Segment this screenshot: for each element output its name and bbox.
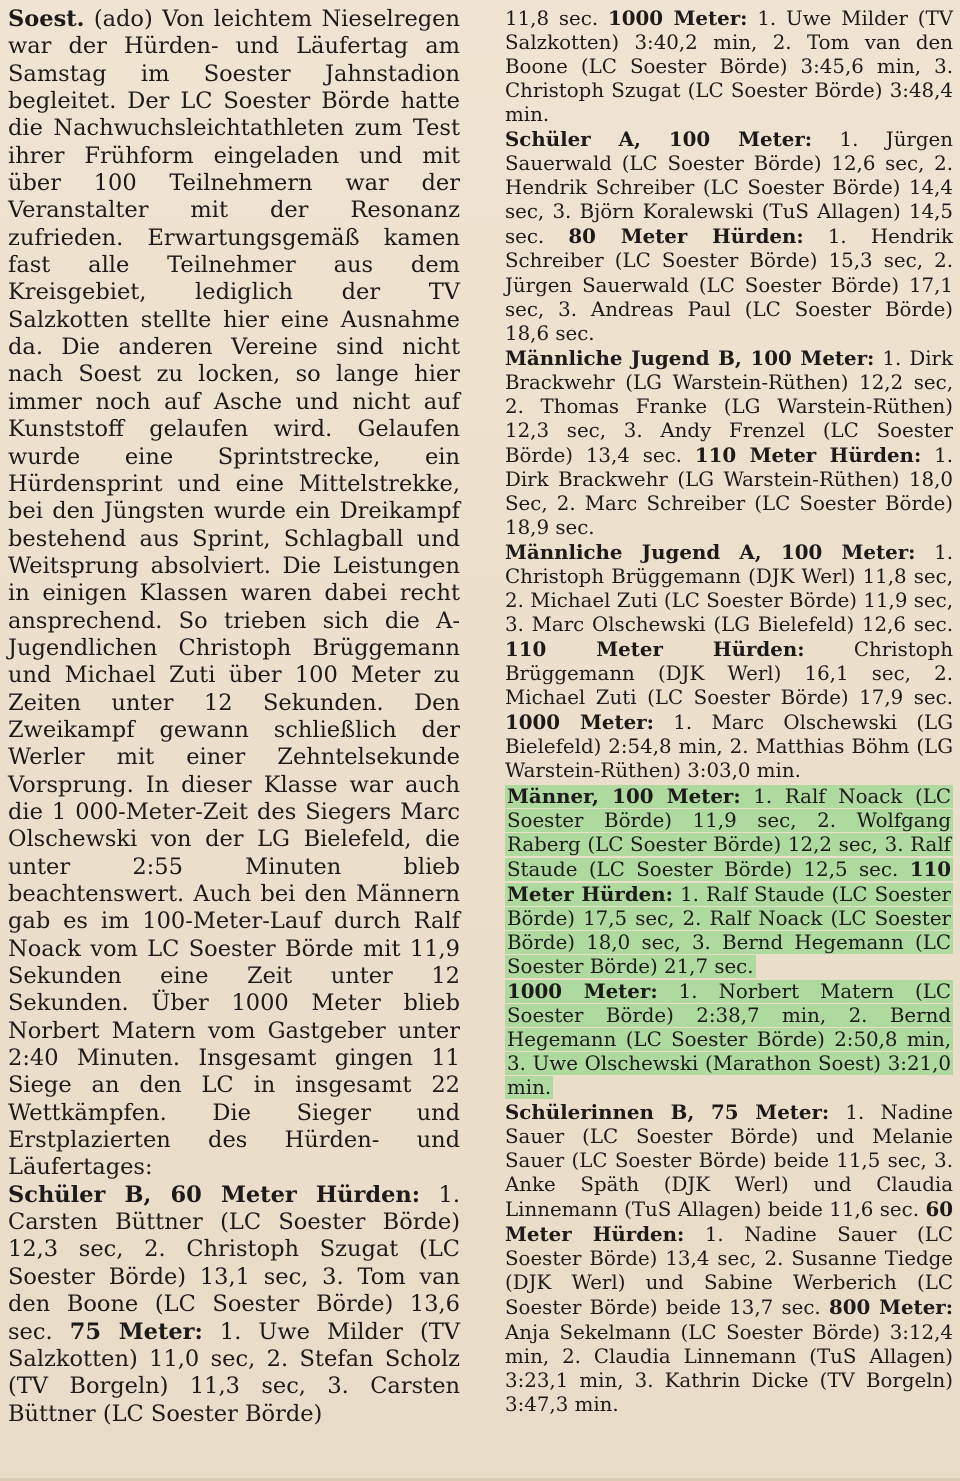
result-text: 1. Uwe Milder (TV Salzkotten) 3:40,2 min, 2. Tom van den Boone (LC Soester Börde) 3:45,6 min, 3. Christoph Szugat (LC Soester Börde) 3:48,4 min. [505, 7, 953, 127]
highlighted-passage [505, 980, 953, 1099]
result-text: 1. Marc Olschewski (LG Bielefeld) 2:54,8 min, 2. Matthias Böhm (LG Warstein-Rüthen) 3:03,0 min. [505, 711, 953, 783]
result-text: 1. Norbert Matern (LC Soester Börde) 2:38,7 min, 2. Bernd Hegemann (LC Soester Börde) 2:50,8 min, 3. Uwe Olschewski (Marathon Soest) 3:21,0 min. [507, 979, 951, 1100]
result-heading: 1000 Meter: [507, 978, 658, 1003]
result-text: 1. Hendrik Schreiber (LC Soester Börde) 15,3 sec, 2. Jürgen Sauerwald (LC Soester Börde) 17,1 sec, 3. Andreas Paul (LC Soester Börde) 18,6 sec. [505, 225, 954, 345]
result-heading: 110 Meter Hürden: [694, 442, 922, 467]
result-heading: Männliche Jugend B, 100 Meter: [505, 345, 875, 370]
result-text: 1. Christoph Brüggemann (DJK Werl) 11,8 sec, 2. Michael Zuti (LC Soester Börde) 11,9 sec, 3. Marc Olschewski (LG Bielefeld) 12,6 sec. [505, 541, 953, 637]
result-heading: 800 Meter: [828, 1295, 954, 1320]
left-column [8, 6, 460, 1428]
result-heading: 1000 Meter: [505, 710, 654, 735]
lead-text: (ado) Von leichtem Nieselregen war der Hürden- und Läufertag am Samstag im Soester Jahnstadion begleitet. Der LC Soester Börde hatte die Nachwuchsleichtathleten zum Test ihrer Frühform eingeladen und mit über 100 Teilnehmern war der Veranstalter mit der Resonanz zufrieden. Erwartungsgemäß kamen fast alle Teilnehmer aus dem Kreisgebiet, lediglich der TV Salzkotten stellte hier eine Ausnahme da. Die anderen Vereine sind nicht nach Soest zu locken, so lange hier immer noch auf Asche und nicht auf Kunststoff gelaufen wird. Gelaufen wurde eine Sprintstrecke, ein Hürdensprint und eine Mittelstrekke, bei den Jüngsten wurde ein Dreikampf bestehend aus Sprint, Schlagball und Weitsprung absolviert. Die Leistungen in einigen Klassen waren dabei recht ansprechend. So trieben sich die A-Jugendlichen Christoph Brüggemann und Michael Zuti über 100 Meter zu Zeiten unter 12 Sekunden. Den Zweikampf gewann schließlich der Werler mit einer Zehntelsekunde Vorsprung. In dieser Klasse war auch die 1 000-Meter-Zeit des Siegers Marc Olschewski von der LG Bielefeld, die unter 2:55 Minuten blieb beachtenswert. Auch bei den Männern gab es im 100-Meter-Lauf durch Ralf Noack vom LC Soester Börde mit 11,9 Sekunden eine Zeit unter 12 Sekunden. Über 1000 Meter blieb Norbert Matern vom Gastgeber unter 2:40 Minuten. Insgesamt gingen 11 Siege an den LC in insgesamt 22 Wettkämpfen. Die Sieger und Erstplazierten des Hürden- und Läufertages: [8, 6, 460, 1181]
results-maenner [505, 784, 953, 979]
result-text: Anja Sekelmann (LC Soester Börde) 3:12,4 min, 2. Claudia Linnemann (TuS Allagen) 3:23,1 min, 3. Kathrin Dicke (TV Borgeln) 3:47,3 min. [505, 1320, 953, 1416]
results-maennliche-jugend-b [505, 346, 953, 540]
result-heading: 110 Meter Hürden: [505, 637, 805, 662]
result-heading: 75 Meter: [69, 1318, 203, 1345]
results-schuelerinnen-b [505, 1100, 953, 1417]
dateline: Soest. [8, 6, 85, 32]
result-text: 1. Carsten Büttner (LC Soester Börde) 12,3 sec, 2. Christoph Szugat (LC Soester Börde) 13,1 sec, 3. Tom van den Boone (LC Soester Börde) 13,6 sec. [8, 1181, 460, 1345]
result-text: 1. Ralf Noack (LC Soester Börde) 11,9 sec, 2. Wolfgang Raberg (LC Soester Börde) 12,2 sec, 3. Ralf Staude (LC Soester Börde) 12,5 sec. [507, 784, 951, 881]
result-text: 1. Nadine Sauer (LC Soester Börde) 13,4 sec, 2. Susanne Tiedge (DJK Werl) und Sabine Werberich (LC Soester Börde) beide 13,7 sec. [505, 1223, 954, 1320]
result-heading: Männer, 100 Meter: [507, 783, 741, 808]
result-text: 1. Dirk Brackwehr (LG Warstein-Rüthen) 12,2 sec, 2. Thomas Franke (LG Warstein-Rüthen) 12,3 sec, 3. Andy Frenzel (LC Soester Börde) 13,4 sec. [505, 346, 953, 467]
result-heading: Schüler B, 60 Meter Hürden: [8, 1181, 421, 1208]
result-text: 1. Dirk Brackwehr (LG Warstein-Rüthen) 18,0 Sec, 2. Marc Schreiber (LC Soester Börde) 18,9 sec. [505, 443, 953, 539]
result-heading: 80 Meter Hürden: [568, 224, 804, 249]
results-schueler-b-cont [505, 6, 953, 127]
highlighted-passage [505, 785, 953, 978]
result-text: Christoph Brüggemann (DJK Werl) 16,1 sec, 2. Michael Zuti (LC Soester Börde) 17,9 sec. [505, 638, 953, 710]
continuation-text: 11,8 sec. [505, 7, 599, 30]
results-schueler-b [8, 1182, 460, 1428]
result-text: 1. Jürgen Sauerwald (LC Soester Börde) 12,6 sec, 2. Hendrik Schreiber (LC Soester Börde) 14,4 sec, 3. Björn Koralewski (TuS Allagen) 14,5 sec. [505, 128, 953, 249]
results-maenner-1000 [505, 979, 953, 1100]
result-heading: Männliche Jugend A, 100 Meter: [505, 540, 916, 565]
result-text: 1. Nadine Sauer (LC Soester Börde) und Melanie Sauer (LC Soester Börde) beide 11,5 sec, 3. Anke Späth (DJK Werl) und Claudia Linnemann (TuS Allagen) beide 11,6 sec. [505, 1101, 953, 1222]
result-text: 1. Uwe Milder (TV Salzkotten) 11,0 sec, 2. Stefan Scholz (TV Borgeln) 11,3 sec, 3. Carsten Büttner (LC Soester Börde) [8, 1318, 461, 1427]
result-heading: Schüler A, 100 Meter: [505, 127, 813, 152]
result-heading: Schülerinnen B, 75 Meter: [505, 1100, 830, 1125]
result-heading: 110 Meter Hürden: [507, 856, 951, 906]
result-heading: 60 Meter Hürden: [505, 1197, 953, 1247]
result-heading: 1000 Meter: [608, 6, 748, 30]
lead-paragraph [8, 6, 460, 1182]
right-column [505, 6, 953, 1417]
results-maennliche-jugend-a [505, 540, 953, 783]
result-text: 1. Ralf Staude (LC Soester Börde) 17,5 sec, 2. Ralf Noack (LC Soester Börde) 18,0 sec, 3. Bernd Hegemann (LC Soester Börde) 21,7 sec. [507, 882, 952, 978]
results-schueler-a [505, 127, 953, 345]
